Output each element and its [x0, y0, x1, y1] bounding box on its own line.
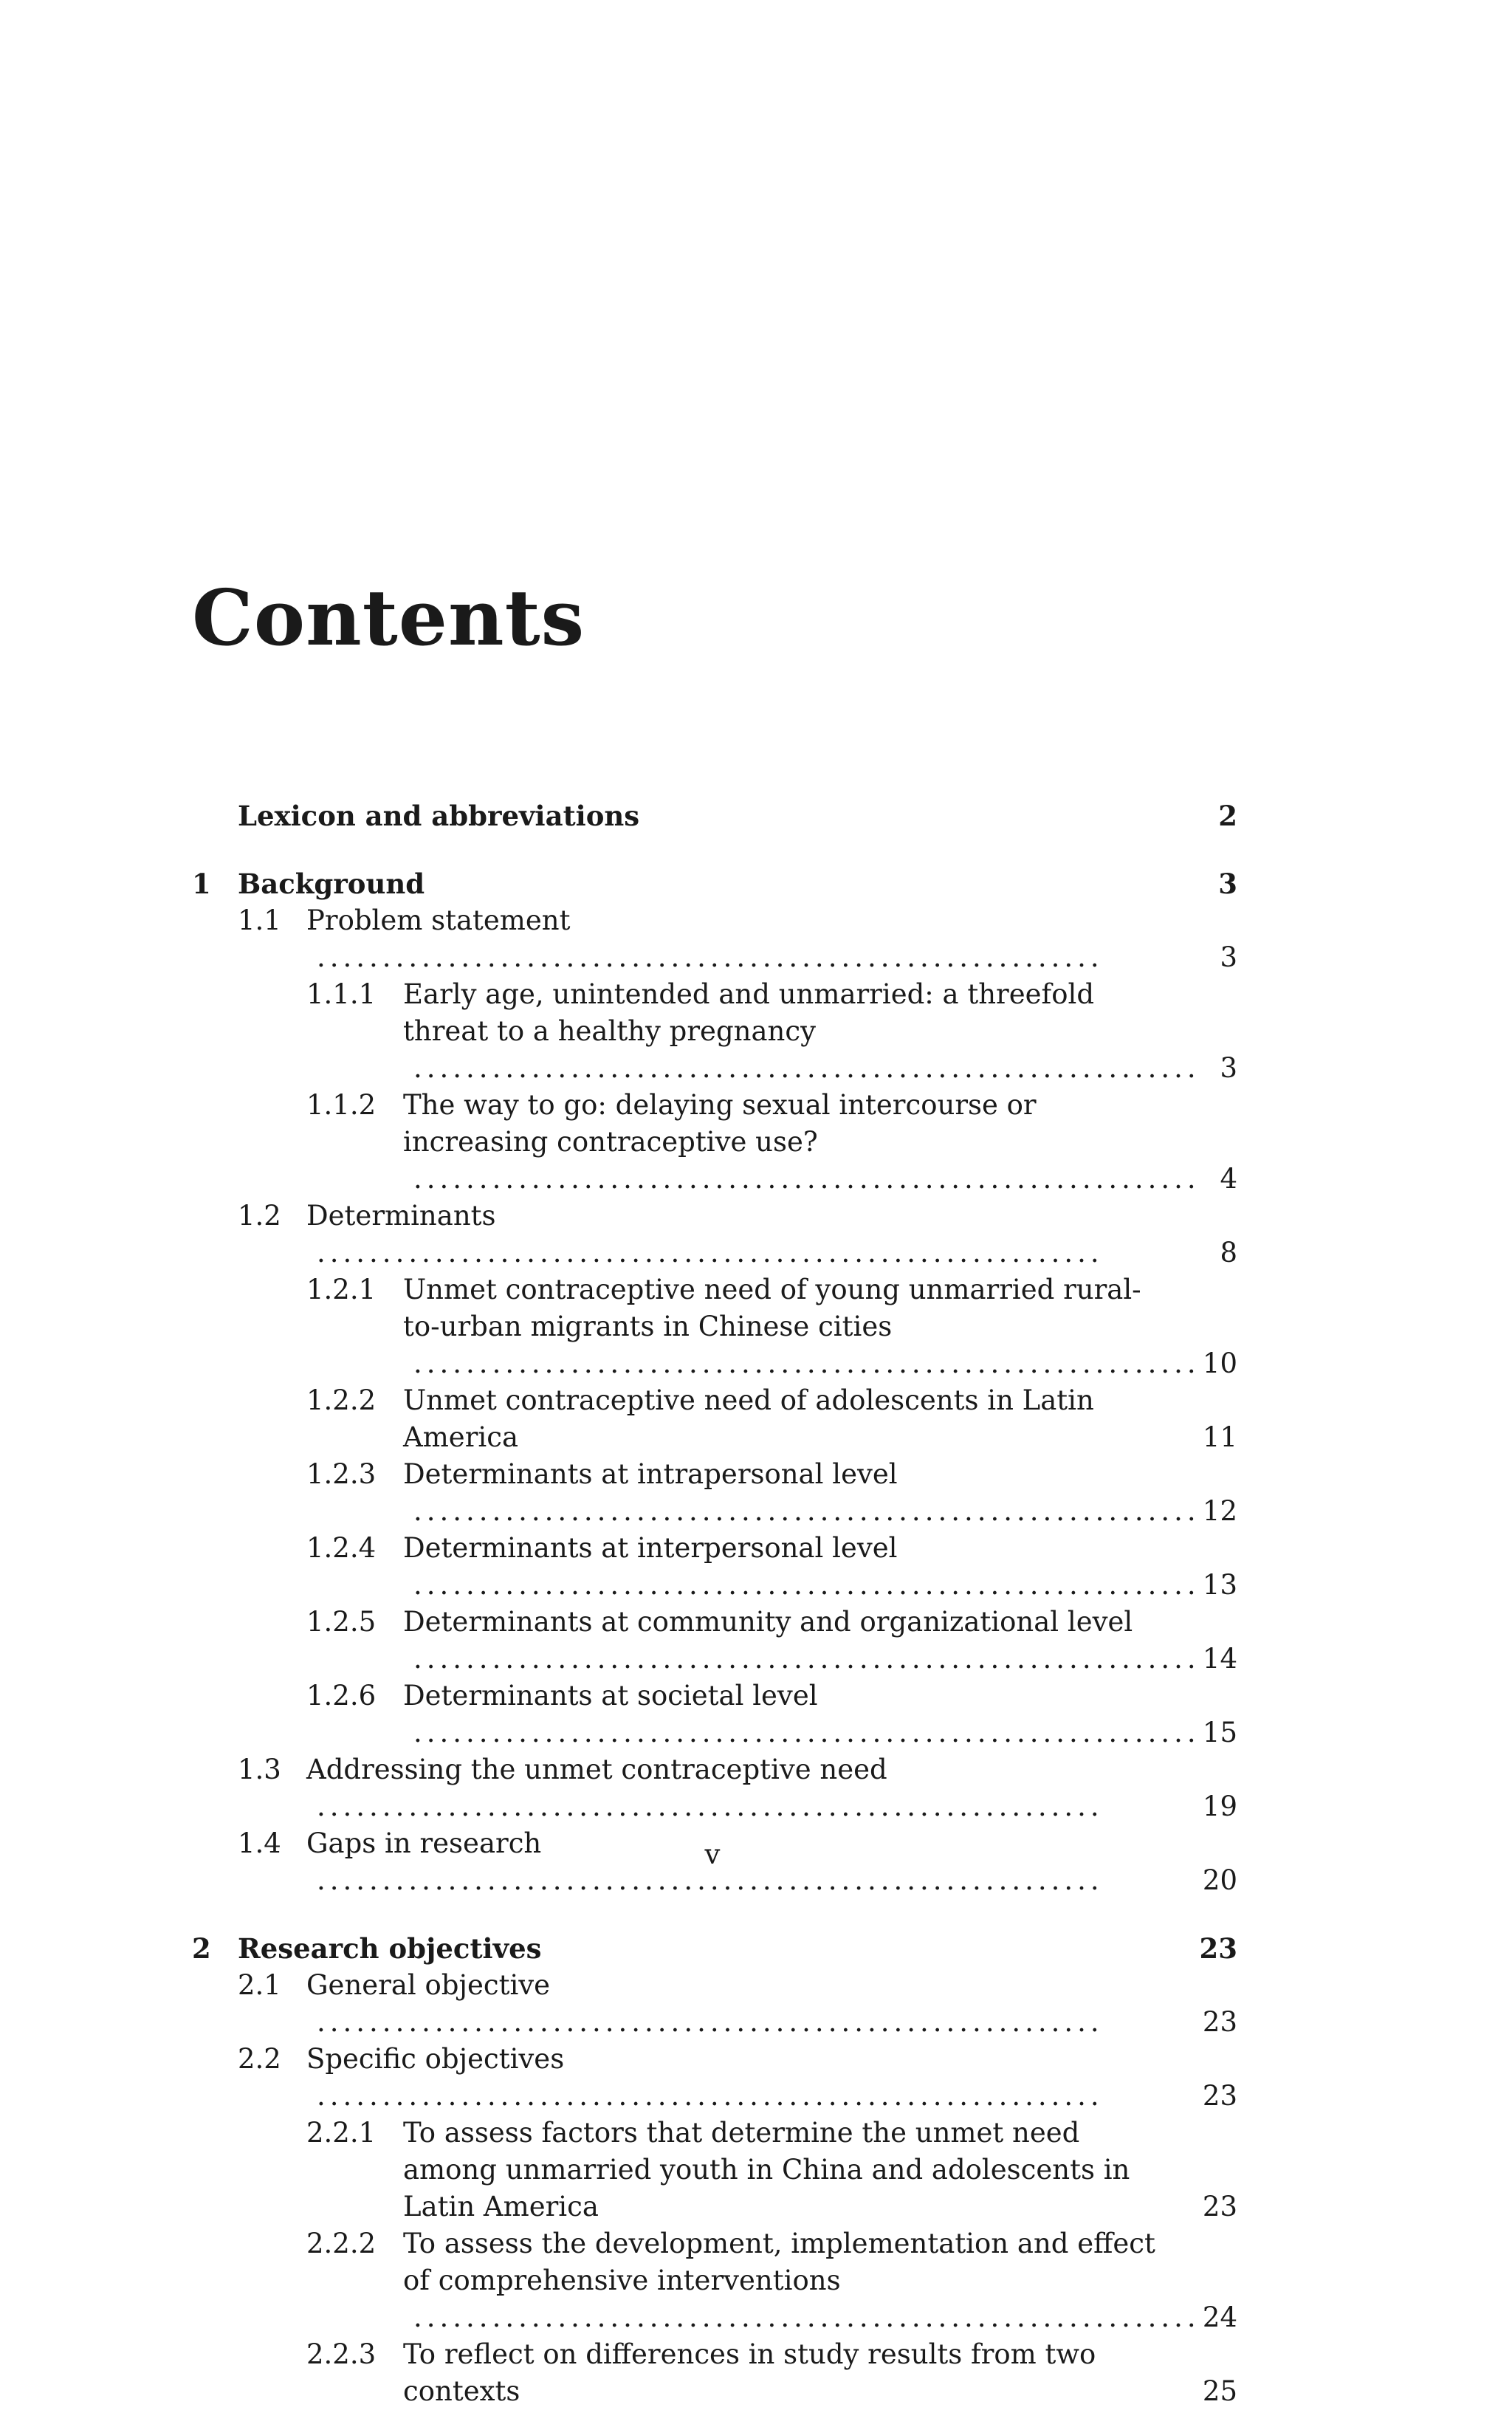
toc-entry-page: 23	[1202, 2006, 1237, 2038]
toc-entry-title: Unmet contraceptive need of young unmarried rural-to-urban migrants in Chinese cities	[403, 1274, 1141, 1342]
dot-leader: ............................................................	[413, 2301, 1200, 2333]
toc-entry[interactable]	[192, 902, 1237, 976]
toc-entry-title: Research objectives	[238, 1932, 542, 1965]
dot-leader: ............................................................	[317, 2080, 1104, 2112]
toc-entry[interactable]	[192, 1751, 1237, 1825]
dot-leader: ............................................................	[413, 1163, 1200, 1195]
dot-leader: ............................................................	[317, 2006, 1104, 2038]
toc-entry[interactable]	[192, 976, 1237, 1087]
toc-entry-title: Determinants at intrapersonal level	[403, 1458, 898, 1490]
toc-entry-page: 24	[1202, 2301, 1237, 2333]
toc-entry[interactable]	[192, 2225, 1237, 2336]
toc-entry-page: 2	[1218, 800, 1237, 832]
toc-entry[interactable]	[192, 1604, 1237, 1678]
toc-entry[interactable]	[192, 1382, 1237, 1456]
toc-entry[interactable]	[192, 865, 1237, 902]
dot-leader: ............................................................	[413, 1569, 1200, 1601]
dot-leader: ............................................................	[317, 1864, 1104, 1896]
toc-entry[interactable]	[192, 1271, 1237, 1382]
toc-entry-number: 1.2.5	[306, 1606, 377, 1638]
toc-entry-number: 1	[192, 868, 211, 900]
toc-entry-number: 1.2.6	[306, 1680, 377, 1712]
dot-leader: ............................................................	[413, 1717, 1200, 1748]
toc-entry-title: Specific objectives	[306, 2043, 565, 2075]
toc-entry-number: 2.2.3	[306, 2338, 377, 2370]
dot-leader: ............................................................	[413, 1495, 1200, 1527]
toc-entry-number: 1.1.1	[306, 978, 377, 1010]
toc-entry-title: The way to go: delaying sexual intercourse or increasing contraceptive use?	[403, 1089, 1037, 1158]
toc-entry-page: 23	[1202, 2191, 1237, 2222]
toc-entry-number: 2.1	[238, 1969, 281, 2001]
toc-entry-page: 3	[1220, 941, 1237, 973]
toc-entry-page: 23	[1202, 2080, 1237, 2112]
toc-entry-number: 1.2.2	[306, 1384, 377, 1416]
page-number-footer: v	[704, 1839, 721, 1870]
toc-entry-page: 4	[1220, 1163, 1237, 1195]
toc-entry-title: Determinants at interpersonal level	[403, 1532, 898, 1564]
toc-entry-page: 19	[1202, 1791, 1237, 1822]
toc-entry-page: 10	[1202, 1348, 1237, 1379]
toc-entry-page: 3	[1218, 868, 1237, 900]
toc-entry-page: 12	[1202, 1495, 1237, 1527]
toc-entry[interactable]	[192, 1530, 1237, 1604]
page-title: Contents	[192, 572, 585, 663]
toc-entry-number: 1.2.1	[306, 1274, 377, 1305]
toc-entry-number: 1.2.4	[306, 1532, 377, 1564]
toc-entry-number: 2.2.1	[306, 2117, 377, 2149]
toc-entry-page: 20	[1202, 1864, 1237, 1896]
toc-entry-title: General objective	[306, 1969, 551, 2001]
toc-entry[interactable]	[192, 1930, 1237, 1967]
toc-entry-page: 14	[1202, 1643, 1237, 1675]
toc-entry-title: Addressing the unmet contraceptive need	[306, 1754, 887, 1785]
toc-entry-title: Early age, unintended and unmarried: a threefold threat to a healthy pregnancy	[403, 978, 1095, 1047]
dot-leader: ............................................................	[317, 1237, 1104, 1268]
toc-entry[interactable]	[192, 2041, 1237, 2115]
toc-entry-number: 1.4	[238, 1827, 281, 1859]
toc-entry-number: 2	[192, 1932, 211, 1965]
toc-entry-page: 3	[1220, 1052, 1237, 1084]
toc-entry-number: 1.2.3	[306, 1458, 377, 1490]
toc-entry-page: 25	[1202, 2375, 1237, 2407]
toc-entry[interactable]	[192, 1967, 1237, 2041]
toc-entry[interactable]	[192, 1678, 1237, 1751]
toc-entry[interactable]	[192, 1456, 1237, 1530]
toc-entry-title: To assess the development, implementation and effect of comprehensive interventions	[403, 2228, 1155, 2296]
toc-entry[interactable]	[192, 1198, 1237, 1271]
toc-entry-page: 13	[1202, 1569, 1237, 1601]
toc-entry[interactable]	[192, 2115, 1237, 2225]
dot-leader: ............................................................	[317, 941, 1104, 973]
toc-entry-number: 2.2.2	[306, 2228, 377, 2259]
toc-entry-page: 23	[1199, 1932, 1237, 1965]
toc-entry-number: 1.1	[238, 904, 281, 936]
toc-entry[interactable]	[192, 797, 1237, 834]
toc-entry-number: 1.2	[238, 1200, 281, 1232]
toc-entry-page: 15	[1202, 1717, 1237, 1748]
toc-entry-title: Determinants at community and organizational level	[403, 1606, 1133, 1638]
toc-entry-title: Determinants	[306, 1200, 496, 1232]
toc-entry-page: 11	[1202, 1421, 1237, 1453]
toc-entry-title: Gaps in research	[306, 1827, 542, 1859]
toc-entry-number: 1.1.2	[306, 1089, 377, 1121]
toc-entry-number: 2.2	[238, 2043, 281, 2075]
dot-leader: ............................................................	[413, 1052, 1200, 1084]
toc-entry-title: Unmet contraceptive need of adolescents in Latin America	[403, 1384, 1094, 1453]
toc-entry-title: Problem statement	[306, 904, 571, 936]
dot-leader: ............................................................	[413, 1348, 1200, 1379]
dot-leader: ............................................................	[413, 1643, 1200, 1675]
toc-entry[interactable]	[192, 2336, 1237, 2410]
dot-leader: ............................................................	[317, 1791, 1104, 1822]
toc-entry-title: To assess factors that determine the unmet need among unmarried youth in China and adolescents in Latin America	[403, 2117, 1130, 2222]
toc-entry-title: Background	[238, 868, 425, 900]
table-of-contents	[192, 797, 1237, 2410]
toc-entry[interactable]	[192, 1087, 1237, 1198]
toc-entry-number: 1.3	[238, 1754, 281, 1785]
toc-entry-title: Determinants at societal level	[403, 1680, 818, 1712]
toc-entry-title: Lexicon and abbreviations	[238, 800, 640, 832]
toc-entry-title: To reflect on differences in study results from two contexts	[403, 2338, 1096, 2407]
toc-entry-page: 8	[1220, 1237, 1237, 1268]
